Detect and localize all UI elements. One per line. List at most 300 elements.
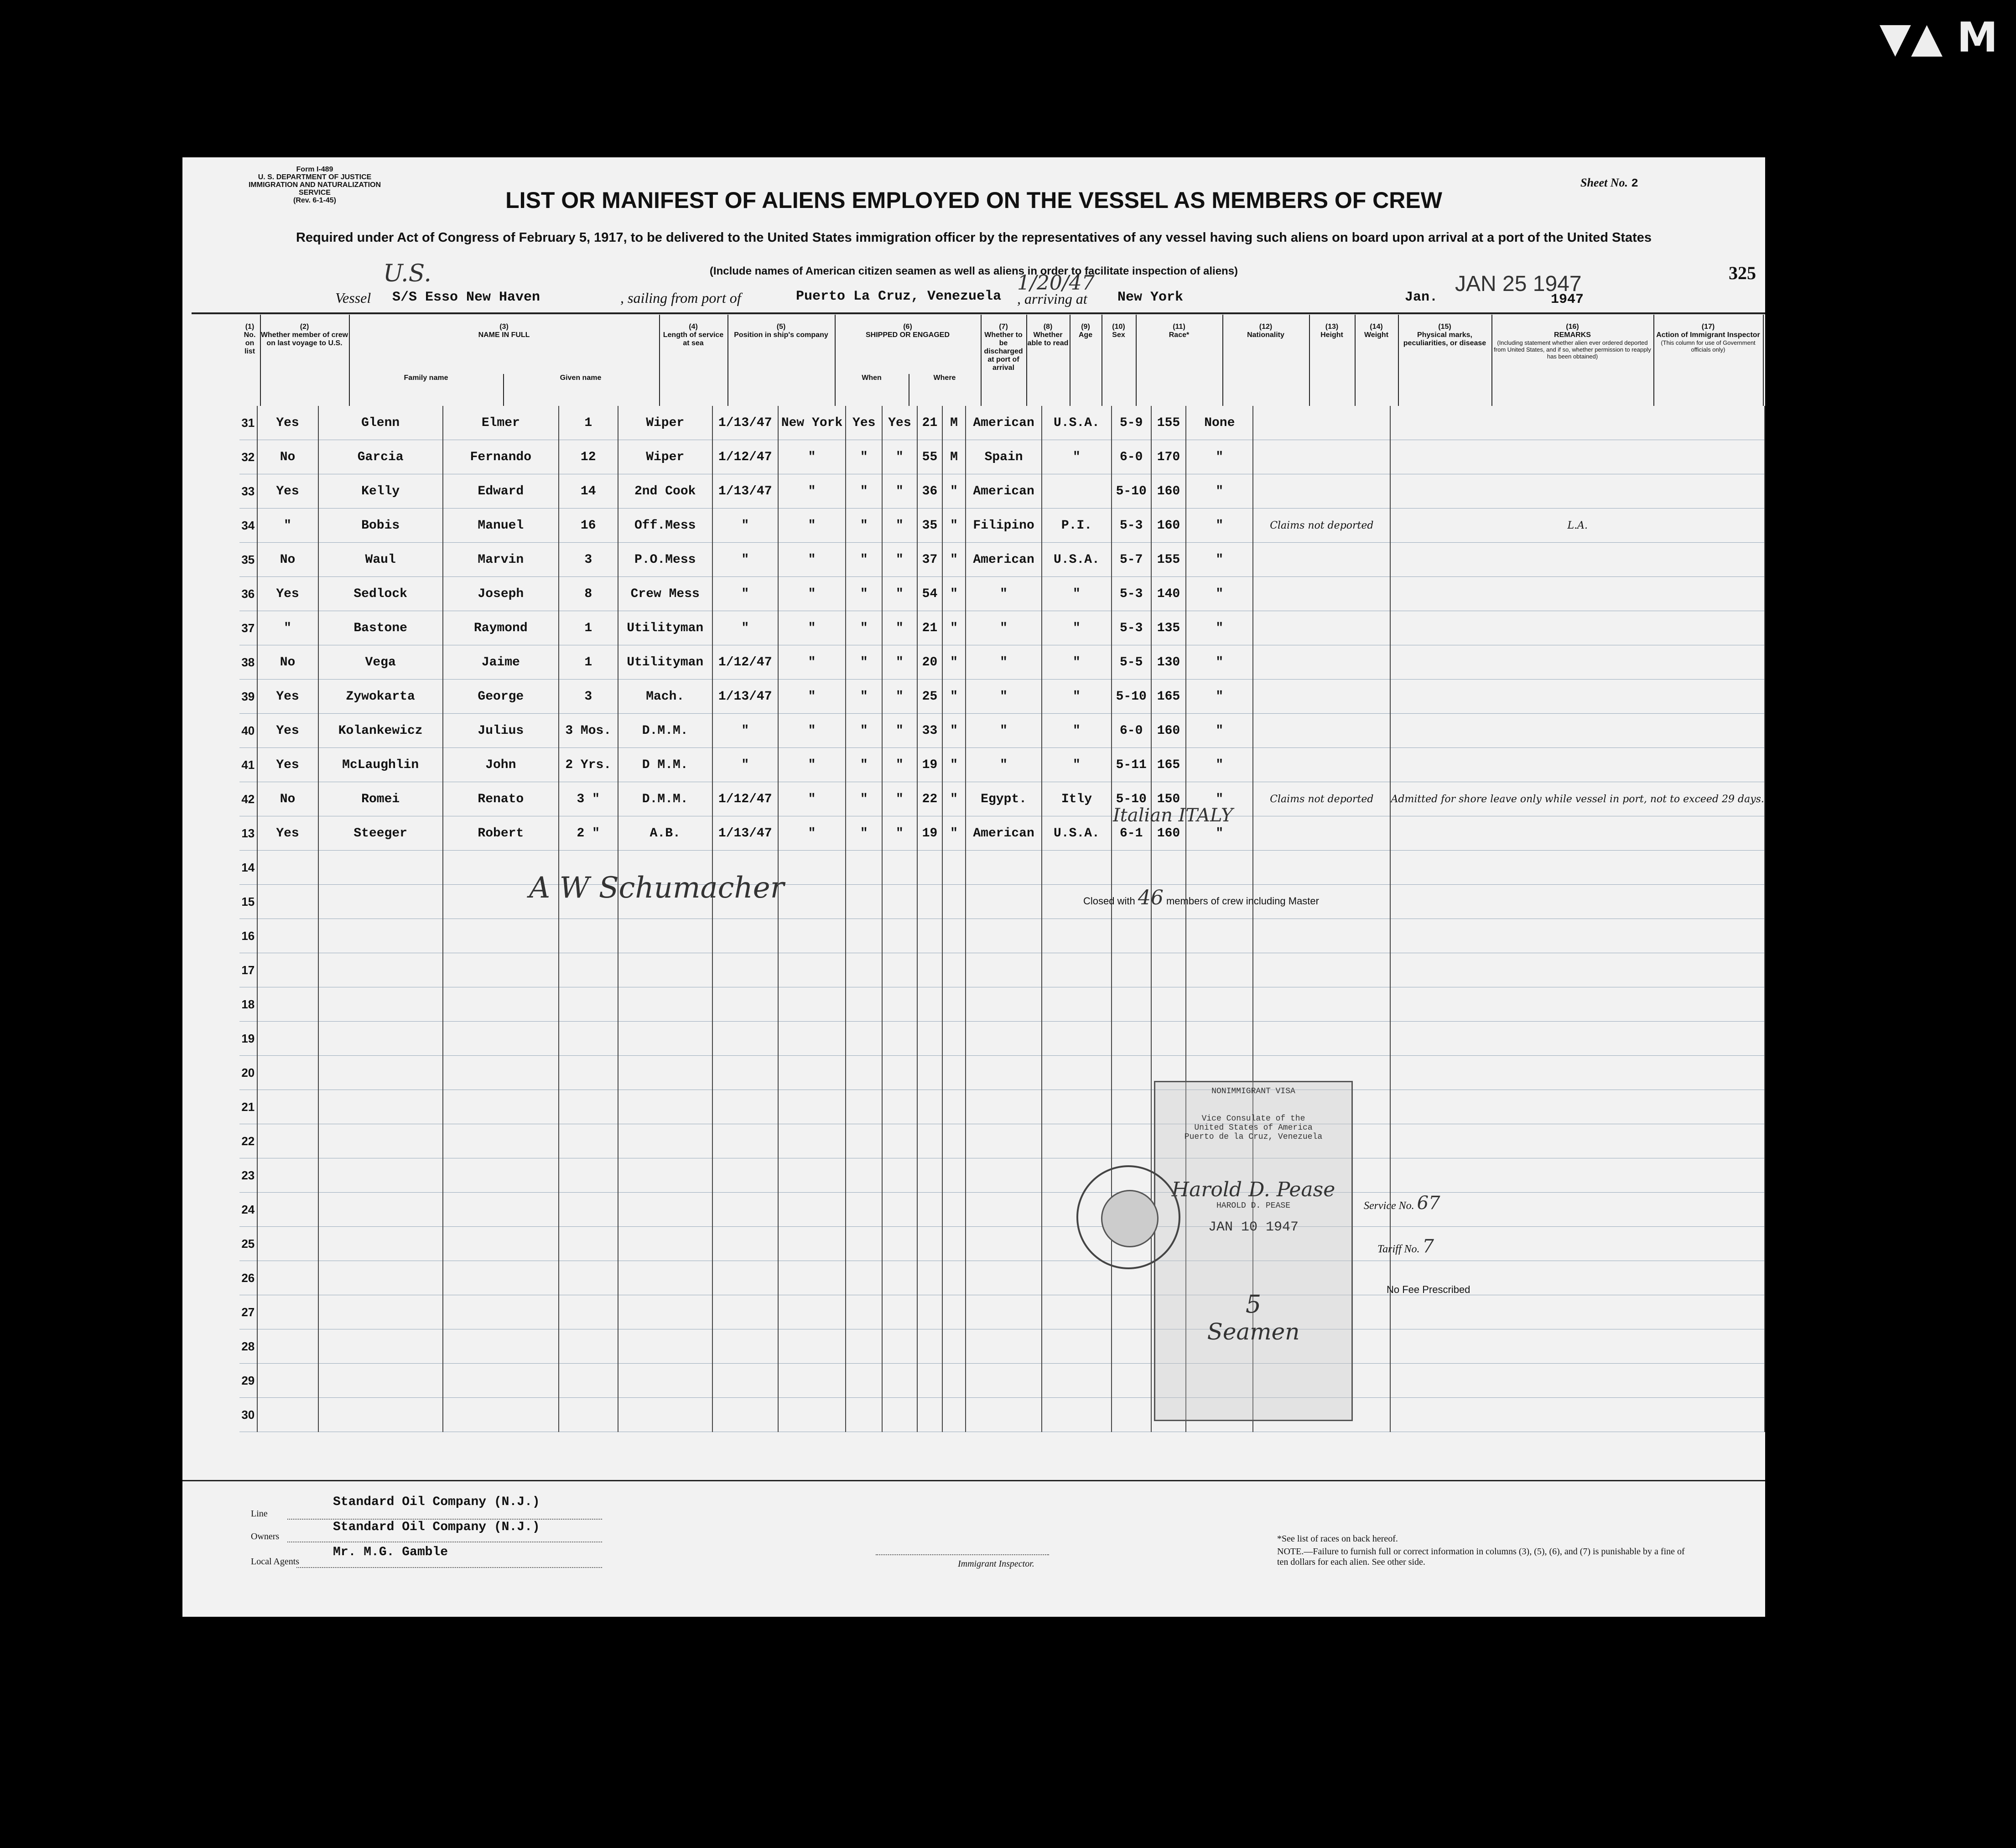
cell-no: 39	[239, 680, 257, 714]
cell-sex	[942, 1193, 966, 1227]
cell-family	[318, 1124, 443, 1158]
cell-action	[1390, 851, 1765, 885]
cell-last	[257, 1261, 318, 1295]
cell-remarks	[1253, 987, 1390, 1022]
cell-disch	[846, 1056, 882, 1090]
cell-no: 22	[239, 1124, 257, 1158]
cell-service	[559, 919, 618, 953]
cell-when	[712, 1124, 778, 1158]
cell-given	[443, 1261, 559, 1295]
cell-marks: "	[1186, 645, 1253, 680]
cell-given: Robert	[443, 816, 559, 851]
cell-when: 1/13/47	[712, 474, 778, 509]
cell-last: Yes	[257, 714, 318, 748]
cell-race	[966, 1124, 1042, 1158]
cell-disch: Yes	[846, 406, 882, 440]
cell-action	[1390, 816, 1765, 851]
cell-given	[443, 953, 559, 987]
cell-disch	[846, 1329, 882, 1364]
cell-where: "	[778, 543, 846, 577]
cell-no: 34	[239, 509, 257, 543]
cell-when: "	[712, 611, 778, 645]
cell-service	[559, 1158, 618, 1193]
column-header: (10) Sex	[1102, 315, 1137, 406]
cell-age: 25	[917, 680, 942, 714]
cell-remarks	[1253, 680, 1390, 714]
cell-sex: "	[942, 509, 966, 543]
cell-given	[443, 1022, 559, 1056]
cell-where: "	[778, 714, 846, 748]
cell-read: "	[882, 680, 917, 714]
cell-age	[917, 919, 942, 953]
cell-last	[257, 1364, 318, 1398]
cell-no: 38	[239, 645, 257, 680]
cell-when: 1/13/47	[712, 406, 778, 440]
date-stamp: JAN 25 1947	[1455, 272, 1582, 296]
cell-height	[1112, 919, 1151, 953]
table-row	[239, 406, 1765, 440]
cell-action	[1390, 1090, 1765, 1124]
table-row	[239, 1090, 1765, 1124]
cell-race: "	[966, 748, 1042, 782]
cell-last: Yes	[257, 680, 318, 714]
cell-read: "	[882, 714, 917, 748]
cell-weight	[1151, 1022, 1186, 1056]
cell-given	[443, 1193, 559, 1227]
form-identification: Form I-489 U. S. DEPARTMENT OF JUSTICE IMMIGRATION AND NATURALIZATION SERVICE (Rev. 6-1-45)	[248, 166, 381, 204]
service-number: Service No. 67	[1364, 1193, 1440, 1214]
cell-position	[618, 1364, 712, 1398]
cell-disch	[846, 1398, 882, 1432]
cell-position: Utilityman	[618, 645, 712, 680]
closed-count-note: Closed with 46 members of crew including Master	[1083, 886, 1319, 909]
cell-when	[712, 1193, 778, 1227]
cell-family	[318, 953, 443, 987]
cell-weight: 155	[1151, 406, 1186, 440]
crew-rows	[239, 406, 1765, 1432]
cell-age	[917, 1124, 942, 1158]
cell-service: 2 "	[559, 816, 618, 851]
cell-race	[966, 1398, 1042, 1432]
cell-last	[257, 919, 318, 953]
cell-no: 35	[239, 543, 257, 577]
cell-sex: M	[942, 406, 966, 440]
cell-no: 15	[239, 885, 257, 919]
cell-last	[257, 953, 318, 987]
cell-read	[882, 1398, 917, 1432]
cell-read: "	[882, 611, 917, 645]
cell-position	[618, 1090, 712, 1124]
cell-remarks	[1253, 919, 1390, 953]
cell-height: 5-11	[1112, 748, 1151, 782]
consular-seal	[1076, 1165, 1180, 1269]
cell-no: 37	[239, 611, 257, 645]
cell-sex: "	[942, 816, 966, 851]
cell-race	[966, 1261, 1042, 1295]
cell-remarks	[1253, 851, 1390, 885]
cell-read: "	[882, 748, 917, 782]
cell-no: 29	[239, 1364, 257, 1398]
cell-action	[1390, 1364, 1765, 1398]
cell-height: 5-9	[1112, 406, 1151, 440]
cell-sex: "	[942, 782, 966, 816]
cell-height: 6-0	[1112, 714, 1151, 748]
cell-last	[257, 987, 318, 1022]
cell-no: 28	[239, 1329, 257, 1364]
cell-disch	[846, 987, 882, 1022]
column-header: (17) Action of Immigrant Inspector (This column for use of Government officials only)	[1653, 315, 1764, 406]
cell-race: "	[966, 645, 1042, 680]
cell-where	[778, 1364, 846, 1398]
cell-nat	[1042, 919, 1112, 953]
cell-nat	[1042, 851, 1112, 885]
table-row	[239, 440, 1765, 474]
cell-nat	[1042, 1364, 1112, 1398]
cell-position	[618, 1329, 712, 1364]
cell-nat: P.I.	[1042, 509, 1112, 543]
cell-where	[778, 919, 846, 953]
film-mark: ▼▲ M	[1879, 14, 1998, 62]
cell-when	[712, 1022, 778, 1056]
cell-family: Romei	[318, 782, 443, 816]
cell-disch	[846, 1295, 882, 1329]
instruction-note: (Include names of American citizen seamen as well as aliens in order to facilitate inspection of aliens)	[709, 265, 1238, 277]
cell-position: D M.M.	[618, 748, 712, 782]
cell-disch	[846, 1227, 882, 1261]
cell-given: Joseph	[443, 577, 559, 611]
cell-family: Vega	[318, 645, 443, 680]
cell-last	[257, 1295, 318, 1329]
eagle-emblem	[1101, 1190, 1159, 1247]
cell-sex	[942, 851, 966, 885]
cell-last	[257, 885, 318, 919]
cell-remarks: Claims not deported	[1253, 782, 1390, 816]
table-row	[239, 1364, 1765, 1398]
cell-given: John	[443, 748, 559, 782]
cell-service	[559, 1056, 618, 1090]
cell-last: Yes	[257, 577, 318, 611]
sheet-number: Sheet No. 2	[1580, 176, 1638, 190]
cell-height	[1112, 1056, 1151, 1090]
cell-age	[917, 1364, 942, 1398]
table-row	[239, 1261, 1765, 1295]
cell-given	[443, 1295, 559, 1329]
cell-where	[778, 953, 846, 987]
cell-race: American	[966, 406, 1042, 440]
cell-remarks	[1253, 543, 1390, 577]
cell-given: Fernando	[443, 440, 559, 474]
cell-disch: "	[846, 440, 882, 474]
cell-position	[618, 1022, 712, 1056]
cell-sex	[942, 987, 966, 1022]
cell-position	[618, 1158, 712, 1193]
cell-when: "	[712, 714, 778, 748]
table-row	[239, 611, 1765, 645]
cell-position	[618, 919, 712, 953]
cell-action	[1390, 919, 1765, 953]
cell-read: "	[882, 816, 917, 851]
cell-nat: U.S.A.	[1042, 816, 1112, 851]
cell-race	[966, 1329, 1042, 1364]
cell-disch: "	[846, 782, 882, 816]
cell-height	[1112, 1090, 1151, 1124]
cell-race	[966, 885, 1042, 919]
cell-age: 22	[917, 782, 942, 816]
table-row	[239, 885, 1765, 919]
cell-action	[1390, 953, 1765, 987]
cell-marks: "	[1186, 748, 1253, 782]
cell-sex: "	[942, 611, 966, 645]
cell-race	[966, 1227, 1042, 1261]
cell-position	[618, 953, 712, 987]
table-row	[239, 714, 1765, 748]
cell-position: Wiper	[618, 406, 712, 440]
cell-age: 37	[917, 543, 942, 577]
cell-disch	[846, 1193, 882, 1227]
column-header: (9) Age	[1070, 315, 1102, 406]
cell-age: 33	[917, 714, 942, 748]
cell-action	[1390, 1329, 1765, 1364]
cell-family: Garcia	[318, 440, 443, 474]
cell-service: 12	[559, 440, 618, 474]
cell-height: 6-1	[1112, 816, 1151, 851]
cell-sex: M	[942, 440, 966, 474]
cell-age	[917, 1056, 942, 1090]
cell-position: A.B.	[618, 816, 712, 851]
cell-position: Crew Mess	[618, 577, 712, 611]
cell-where	[778, 1398, 846, 1432]
cell-family	[318, 919, 443, 953]
cell-age	[917, 987, 942, 1022]
cell-read	[882, 1227, 917, 1261]
cell-last	[257, 1124, 318, 1158]
cell-where	[778, 1090, 846, 1124]
cell-remarks: Claims not deported	[1253, 509, 1390, 543]
cell-age	[917, 1295, 942, 1329]
cell-service	[559, 1090, 618, 1124]
cell-disch	[846, 1090, 882, 1124]
table-row	[239, 509, 1765, 543]
cell-remarks	[1253, 611, 1390, 645]
cell-position	[618, 1056, 712, 1090]
cell-given	[443, 1227, 559, 1261]
cell-sex	[942, 1329, 966, 1364]
cell-remarks	[1253, 406, 1390, 440]
cell-given: Renato	[443, 782, 559, 816]
cell-weight: 160	[1151, 509, 1186, 543]
cell-no: 41	[239, 748, 257, 782]
cell-family	[318, 1398, 443, 1432]
cell-age: 19	[917, 748, 942, 782]
cell-race	[966, 1022, 1042, 1056]
header-rule	[192, 312, 1765, 314]
cell-race	[966, 1193, 1042, 1227]
cell-service: 14	[559, 474, 618, 509]
cell-age: 36	[917, 474, 942, 509]
cell-where: "	[778, 782, 846, 816]
cell-when: "	[712, 748, 778, 782]
cell-given	[443, 1090, 559, 1124]
cell-last: No	[257, 782, 318, 816]
cell-position: D.M.M.	[618, 714, 712, 748]
cell-nat	[1042, 1261, 1112, 1295]
cell-last: Yes	[257, 748, 318, 782]
cell-given	[443, 1056, 559, 1090]
cell-race: Filipino	[966, 509, 1042, 543]
tariff-number: Tariff No. 7	[1377, 1236, 1434, 1257]
cell-weight: 160	[1151, 714, 1186, 748]
cell-position	[618, 1261, 712, 1295]
cell-action	[1390, 748, 1765, 782]
cell-race: Egypt.	[966, 782, 1042, 816]
cell-family: Zywokarta	[318, 680, 443, 714]
cell-where: "	[778, 474, 846, 509]
line-label: Line	[251, 1509, 268, 1519]
column-header-shipped: (6) SHIPPED OR ENGAGED When Where	[835, 315, 982, 406]
cell-where: "	[778, 748, 846, 782]
cell-family	[318, 1364, 443, 1398]
cell-action	[1390, 1124, 1765, 1158]
cell-action	[1390, 1193, 1765, 1227]
cell-family	[318, 1056, 443, 1090]
cell-last	[257, 1158, 318, 1193]
cell-disch	[846, 1022, 882, 1056]
cell-no: 21	[239, 1090, 257, 1124]
cell-read	[882, 1022, 917, 1056]
cell-last	[257, 1227, 318, 1261]
cell-action	[1390, 406, 1765, 440]
cell-when	[712, 919, 778, 953]
cell-family	[318, 1022, 443, 1056]
owners-label: Owners	[251, 1531, 280, 1542]
column-header: (5) Position in ship's company	[727, 315, 836, 406]
cell-height	[1112, 953, 1151, 987]
column-header: (15) Physical marks, peculiarities, or disease	[1398, 315, 1492, 406]
table-row	[239, 816, 1765, 851]
cell-weight	[1151, 987, 1186, 1022]
cell-age	[917, 1261, 942, 1295]
cell-nat: "	[1042, 440, 1112, 474]
cell-remarks	[1253, 816, 1390, 851]
cell-height	[1112, 1398, 1151, 1432]
cell-service	[559, 1398, 618, 1432]
cell-when: 1/12/47	[712, 645, 778, 680]
cell-height	[1112, 987, 1151, 1022]
cell-when	[712, 1090, 778, 1124]
cell-last: No	[257, 645, 318, 680]
cell-service: 2 Yrs.	[559, 748, 618, 782]
cell-sex	[942, 1364, 966, 1398]
cell-sex	[942, 953, 966, 987]
cell-action	[1390, 885, 1765, 919]
cell-weight: 135	[1151, 611, 1186, 645]
cell-service: 8	[559, 577, 618, 611]
cell-where	[778, 1022, 846, 1056]
cell-read	[882, 919, 917, 953]
cell-where: New York	[778, 406, 846, 440]
column-header: (8) Whether able to read	[1026, 315, 1070, 406]
cell-height: 5-10	[1112, 474, 1151, 509]
cell-service	[559, 1124, 618, 1158]
cell-position: Utilityman	[618, 611, 712, 645]
cell-age	[917, 1090, 942, 1124]
cell-race: "	[966, 611, 1042, 645]
cell-marks: "	[1186, 816, 1253, 851]
cell-service: 1	[559, 611, 618, 645]
cell-no: 32	[239, 440, 257, 474]
cell-where	[778, 1193, 846, 1227]
cell-age	[917, 1398, 942, 1432]
column-header: (11) Race*	[1136, 315, 1223, 406]
cell-when	[712, 1227, 778, 1261]
cell-last	[257, 1193, 318, 1227]
cell-service: 3	[559, 680, 618, 714]
cell-remarks	[1253, 645, 1390, 680]
cell-position	[618, 987, 712, 1022]
cell-when	[712, 987, 778, 1022]
cell-last: No	[257, 440, 318, 474]
column-header: (12) Nationality	[1222, 315, 1310, 406]
cell-when: "	[712, 543, 778, 577]
column-header: (2) Whether member of crew on last voyage to U.S.	[260, 315, 350, 406]
cell-action	[1390, 543, 1765, 577]
cell-family	[318, 987, 443, 1022]
cell-age	[917, 1022, 942, 1056]
cell-read: "	[882, 577, 917, 611]
cell-marks: "	[1186, 680, 1253, 714]
cell-height: 6-0	[1112, 440, 1151, 474]
cell-nat: "	[1042, 714, 1112, 748]
cell-last	[257, 1329, 318, 1364]
cell-family: Bastone	[318, 611, 443, 645]
cell-where	[778, 851, 846, 885]
cell-where: "	[778, 645, 846, 680]
cell-where: "	[778, 611, 846, 645]
cell-family: Kelly	[318, 474, 443, 509]
cell-marks: "	[1186, 714, 1253, 748]
cell-age: 21	[917, 611, 942, 645]
cell-disch: "	[846, 577, 882, 611]
cell-where	[778, 1295, 846, 1329]
table-row	[239, 1329, 1765, 1364]
cell-age	[917, 1227, 942, 1261]
table-row	[239, 782, 1765, 816]
cell-family	[318, 885, 443, 919]
cell-no: 16	[239, 919, 257, 953]
cell-race	[966, 1158, 1042, 1193]
cell-marks: "	[1186, 509, 1253, 543]
table-row	[239, 1295, 1765, 1329]
vessel-name: S/S Esso New Haven	[392, 290, 540, 305]
cell-nat	[1042, 1124, 1112, 1158]
column-header-name: (3) NAME IN FULL Family name Given name	[349, 315, 660, 406]
cell-given: Jaime	[443, 645, 559, 680]
cell-weight: 160	[1151, 816, 1186, 851]
table-row	[239, 919, 1765, 953]
cell-race: American	[966, 816, 1042, 851]
cell-where: "	[778, 440, 846, 474]
arrival-month: Jan.	[1405, 290, 1438, 305]
cell-age	[917, 1158, 942, 1193]
cell-family: Kolankewicz	[318, 714, 443, 748]
cell-position: P.O.Mess	[618, 543, 712, 577]
cell-no: 23	[239, 1158, 257, 1193]
fee-note: No Fee Prescribed	[1387, 1284, 1470, 1295]
vessel-label: Vessel	[335, 290, 371, 306]
cell-nat: "	[1042, 611, 1112, 645]
cell-race	[966, 1364, 1042, 1398]
cell-sex	[942, 1022, 966, 1056]
